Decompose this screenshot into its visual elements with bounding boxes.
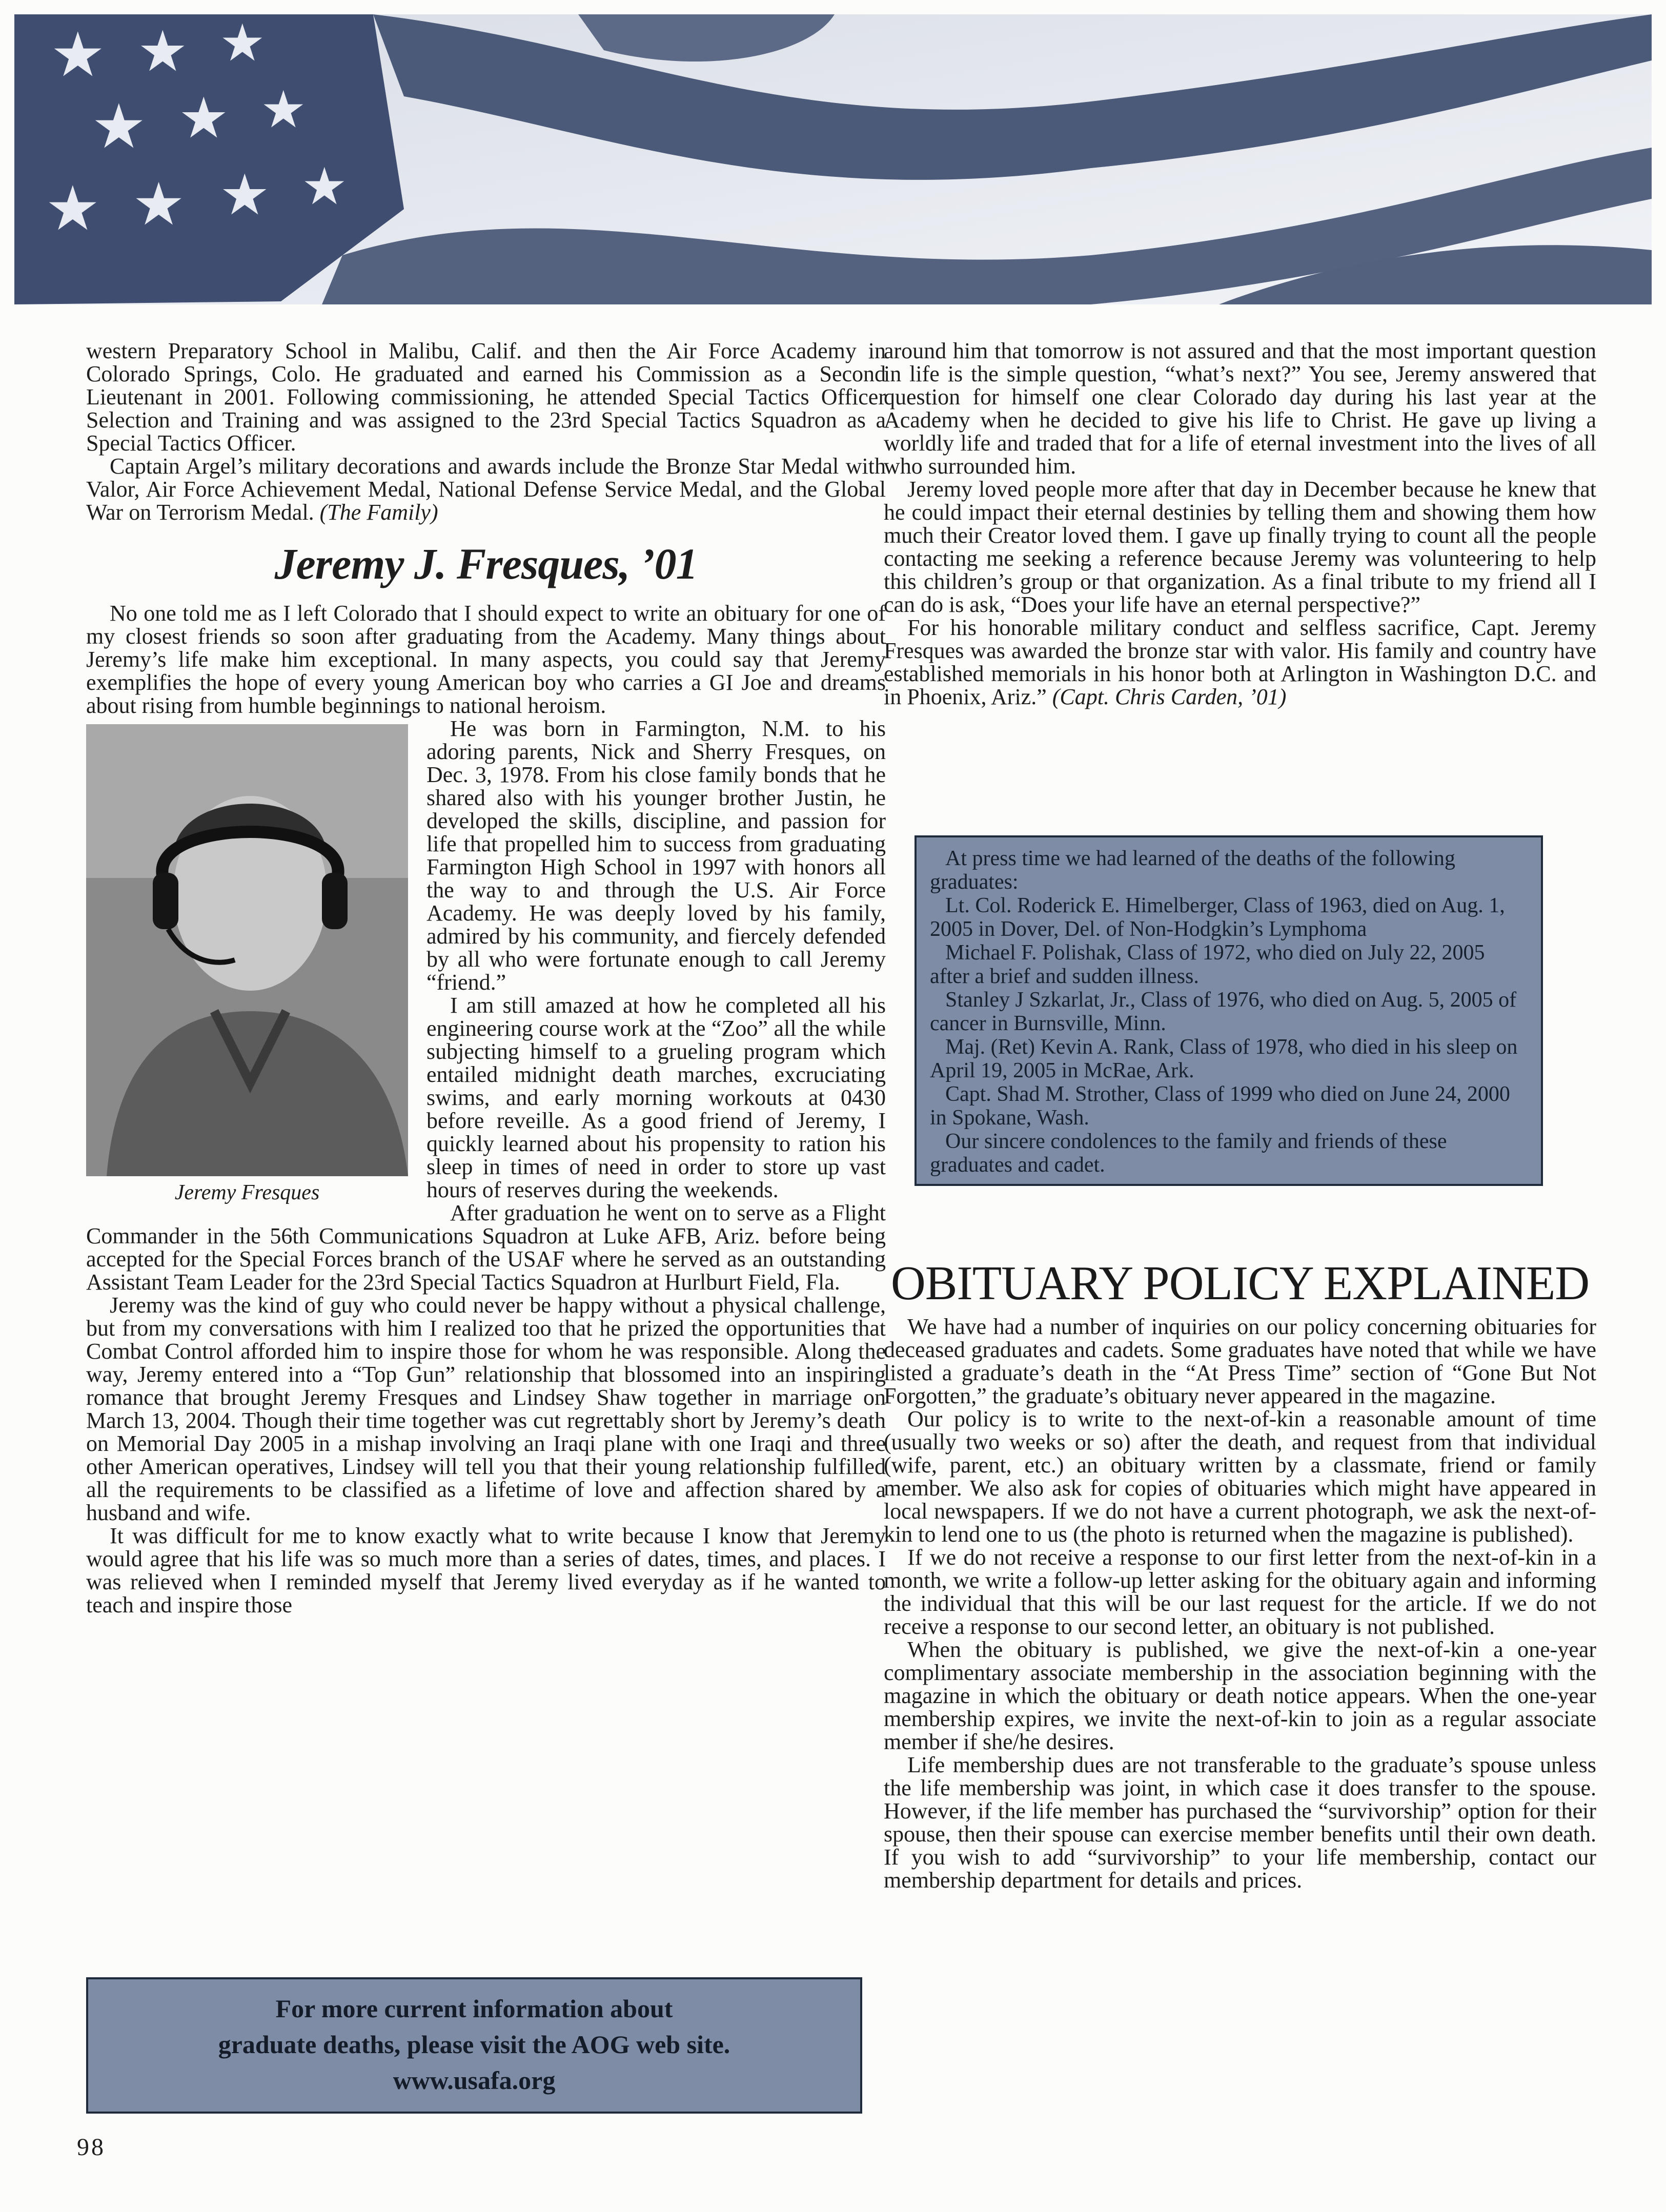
obituary-paragraph [86, 602, 886, 717]
obituary-paragraph [884, 616, 1596, 708]
author-signature: (Capt. Chris Carden, ’01) [1052, 684, 1287, 709]
intro-paragraph [86, 455, 886, 524]
svg-text:★: ★ [137, 18, 188, 84]
obituary-paragraph: around him that tomorrow is not assured and that the most important question in life is the simple question, “what’s next?” You see, Jeremy answered that question for himself one clear Colorado day during his last year at the Academy when he decided to give his life to Christ. He gave up living a worldly life and traded that for a life of eternal investment into the lives of all who surrounded him. [884, 338, 1596, 479]
svg-text:★: ★ [219, 14, 266, 73]
press-line: Stanley J Szkarlat, Jr., Class of 1976, who died on Aug. 5, 2005 of cancer in Burnsville, Minn. [930, 988, 1517, 1035]
obituary-paragraph: Jeremy loved people more after that day in December because he knew that he could impact their eternal destinies by telling them and showing them how much their Creator loved them. I gave up finally trying to count all the people contacting me seeking a reference because Jeremy was volunteering to help this children’s group or that organization. As a final tribute to my friend all I can do is ask, “Does your life have an eternal perspective?” [884, 477, 1596, 617]
intro-paragraph-text: Captain Argel’s military decorations and awards include the Bronze Star Medal with Valor, Air Force Achievement Medal, National Defense Service Medal, and the Global War on Terrorism Medal. [86, 454, 886, 525]
svg-text:★: ★ [301, 156, 348, 216]
page-number: 98 [77, 2134, 106, 2161]
obituary-paragraph-text: For his honorable military conduct and selfless sacrifice, Capt. Jeremy Fresques was awarded the bronze star with valor. His family and country have established memorials in his honor both at Arlington in Washington D.C. and in Phoenix, Ariz.” [884, 615, 1596, 709]
intro-signature: (The Family) [319, 500, 438, 525]
policy-paragraph: Life membership dues are not transferable to the graduate’s spouse unless the life membership was joint, in which case it does transfer to the spouse. However, if the life member has purchased the “survivorship” option for their spouse, then their spouse can exercise member benefits until their own death. If you wish to add “survivorship” to your life membership, contact our membership department for details and prices. [884, 1752, 1596, 1893]
portrait-photo [86, 724, 408, 1176]
obituary-paragraph: Jeremy was the kind of guy who could never be happy without a physical challenge, but from my conversations with him I realized too that he prized the opportunities that Combat Control afforded him to inspire those for whom he was responsible. Along the way, Jeremy entered into a “Top Gun” relationship that blossomed into an inspiring romance that brought Jeremy Fresques and Lindsey Shaw together in marriage on March 13, 2004. Though their time together was cut regrettably short by Jeremy’s death on Memorial Day 2005 in a mishap involving an Iraqi plane with one Iraqi and three other American operatives, Lindsey will tell you that their young relationship fulfilled all the requirements to be classified as a lifetime of love and affection shared by a husband and wife. [86, 1293, 886, 1525]
svg-text:★: ★ [260, 79, 307, 139]
intro-paragraph: western Preparatory School in Malibu, Calif. and then the Air Force Academy in Colorado Springs, Colo. He graduated and earned his Commission as a Second Lieutenant in 2001. Following commissioning, he attended Special Tactics Officer Selection and Training and was assigned to the 23rd Special Tactics Squadron as a Special Tactics Officer. [86, 338, 886, 456]
portrait-figure [86, 724, 408, 1206]
press-line: Lt. Col. Roderick E. Himelberger, Class of 1963, died on Aug. 1, 2005 in Dover, Del. of Non-Hodgkin’s Lymphoma [930, 894, 1505, 941]
obituary-paragraph: I am still amazed at how he completed all his engineering course work at the “Zoo” all the while subjecting himself to a grueling program which entailed midnight death marches, excruciating swims, and early morning workouts at 0430 before reveille. As a good friend of Jeremy, I quickly learned about his propensity to ration his sleep in times of need in order to store up vast hours of reserves during the weekends. [426, 993, 886, 1202]
flag-icon [14, 14, 1652, 304]
svg-text:★: ★ [50, 19, 106, 91]
obituary-paragraph: He was born in Farmington, N.M. to his adoring parents, Nick and Sherry Fresques, on Dec. 3, 1978. From his close family bonds that he shared also with his younger brother Justin, he developed the skills, discipline, and passion for life that propelled him to success from graduating Farmington High School in 1997 with honors all the way to and through the U.S. Air Force Academy. He was deeply loved by his family, admired by his community, and fiercely defended by all who were fortunate enough to call Jeremy “friend.” [426, 716, 886, 995]
web-info-line: For more current information about [275, 1994, 673, 2023]
svg-text:★: ★ [178, 85, 229, 151]
american-flag-banner [14, 14, 1652, 304]
press-line: Our sincere condolences to the family and friends of these graduates and cadet. [930, 1130, 1447, 1177]
policy-paragraph: Our policy is to write to the next-of-kin a reasonable amount of time (usually two weeks or so) after the death, and request from that individual (wife, parent, etc.) an obituary written by a classmate, friend or family member. We also ask for copies of obituaries which might have appeared in local newspapers. If we do not have a current photograph, we ask the next-of-kin to lend one to us (the photo is returned when the magazine is published). [884, 1406, 1596, 1547]
press-line: Capt. Shad M. Strother, Class of 1999 who died on June 24, 2000 in Spokane, Wash. [930, 1082, 1510, 1130]
obituary-paragraph: It was difficult for me to know exactly what to write because I know that Jeremy would agree that his life was so much more than a series of dates, times, and places. I was relieved when I reminded myself that Jeremy lived everyday as if he wanted to teach and inspire those [86, 1523, 886, 1617]
press-line: Maj. (Ret) Kevin A. Rank, Class of 1978, who died in his sleep on April 19, 2005 in McRae, Ark. [930, 1035, 1518, 1082]
person-portrait-icon [86, 724, 408, 1176]
svg-text:★: ★ [45, 173, 100, 244]
obituary-paragraph: After graduation he went on to serve as a Flight Commander in the 56th Communications Squadron at Luke AFB, Ariz. before being accepted for the Special Forces branch of the USAF where he served as an outstanding Assistant Team Leader for the 23rd Special Tactics Squadron at Hurlburt Field, Fla. [86, 1200, 886, 1295]
svg-text:★: ★ [219, 162, 270, 228]
web-info-line: graduate deaths, please visit the AOG web site. [218, 2030, 730, 2059]
policy-heading: OBITUARY POLICY EXPLAINED [890, 1257, 1590, 1310]
press-line: At press time we had learned of the deaths of the following graduates: [930, 847, 1455, 894]
press-time-box [915, 835, 1543, 1186]
policy-text [884, 1315, 1596, 1892]
press-line: Michael F. Polishak, Class of 1972, who died on July 22, 2005 after a brief and sudden illness. [930, 941, 1485, 988]
web-info-link[interactable]: www.usafa.org [393, 2066, 556, 2095]
policy-paragraph: If we do not receive a response to our first letter from the next-of-kin in a month, we write a follow-up letter asking for the obituary again and informing the individual that this will be our last request for the article. If we do not receive a response to our second letter, an obituary is not published. [884, 1545, 1596, 1639]
web-info-box [86, 1977, 862, 2114]
policy-paragraph: We have had a number of inquiries on our policy concerning obituaries for deceased graduates and cadets. Some graduates have noted that while we have listed a graduate’s death in the “At Press Time” section of “Gone But Not Forgotten,” the graduate’s obituary never appeared in the magazine. [884, 1314, 1596, 1408]
photo-caption: Jeremy Fresques [174, 1181, 320, 1204]
obituary-paragraph-text: No one told me as I left Colorado that I should expect to write an obituary for one of my closest friends so soon after graduating from the Academy. Many things about Jeremy’s life make him exceptional. In many aspects, you could say that Jeremy exemplifies the hope of every young American boy who carries a GI Joe and dreams about rising from humble beginnings to national heroism. [86, 601, 886, 718]
right-column [884, 339, 1596, 708]
obituary-name: Jeremy J. Fresques, ’01 [274, 539, 698, 588]
svg-text:★: ★ [132, 170, 186, 239]
svg-text:★: ★ [91, 91, 147, 162]
policy-paragraph: When the obituary is published, we give the next-of-kin a one-year complimentary associate membership in the association beginning with the magazine in which the obituary or death notice appears. When the one-year membership expires, we invite the next-of-kin to join as a regular associate member if she/he desires. [884, 1637, 1596, 1754]
left-column [86, 339, 886, 1616]
